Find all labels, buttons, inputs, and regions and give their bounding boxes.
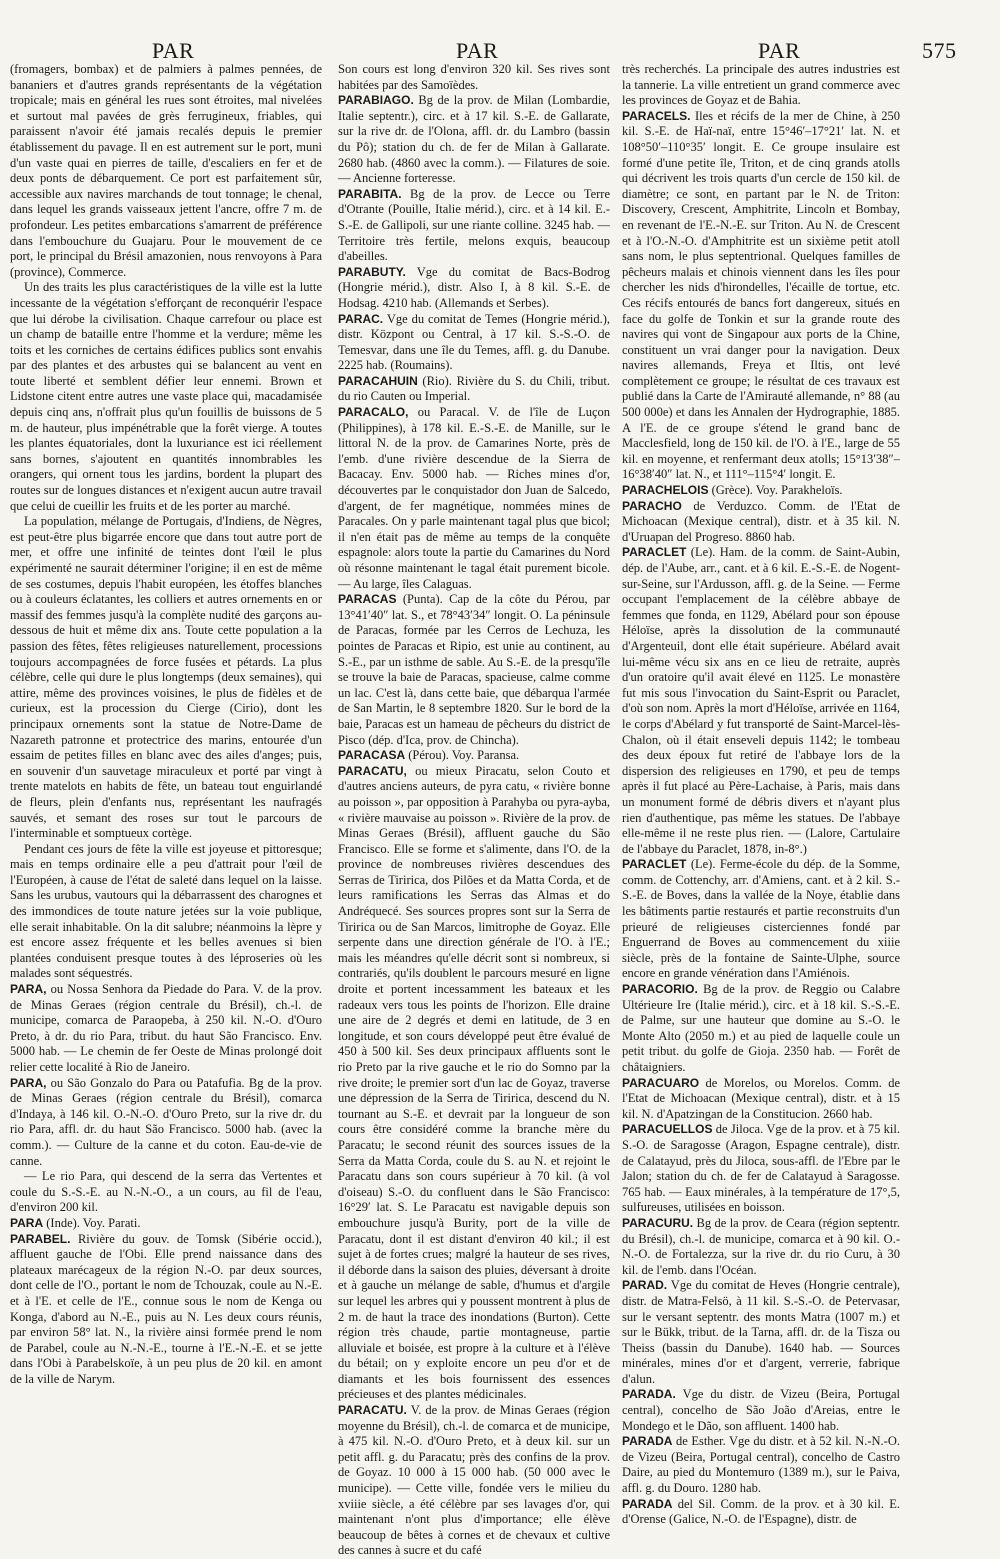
entry-headword: PARAD.	[622, 1278, 668, 1293]
running-head-right: PAR	[758, 38, 801, 63]
text-paragraph	[622, 62, 900, 109]
entry-headword: PARACATU.	[338, 1403, 407, 1418]
dictionary-entry	[622, 982, 900, 1076]
entry-text: de Morelos, ou Morelos. Comm. de l'Etat de Michoacan (Mexique central), distr. et à 15 kil. N. d'Apatzingan de la Constitucion. 2660 hab.	[622, 1075, 900, 1121]
entry-text: de Verduzco. Comm. de l'Etat de Michoacan (Mexique central), distr. et à 35 kil. N. d'Uruapan del Progreso. 8860 hab.	[622, 498, 900, 544]
entry-headword: PARAC.	[338, 311, 384, 326]
entry-headword: PARACUARO	[622, 1075, 700, 1090]
text-column-2	[338, 62, 610, 1558]
entry-text: (Punta). Cap de la côte du Pérou, par 13°41′40″ lat. S., et 78°43′34″ longit. O. La péninsule de Paracas, formée par les Cerros de Lechuza, les pointes de Paracas et Ripio, est unie au continent, au S.-E., par un isthme de sable. Au S.-E. de la presqu'île se trouve la baie de Paracas, spacieuse, calme comme un lac. C'est là, dans cette baie, que débarqua l'armée de San Martin, le 8 septembre 1820. Sur le bord de la baie, Paracas est un hameau de pêcheurs du district de Pisco (dép. d'Ica, prov. de Chincha).	[338, 592, 610, 747]
entry-headword: PARADA	[622, 1434, 673, 1449]
dictionary-entry	[622, 1387, 900, 1434]
text-paragraph	[10, 280, 322, 514]
entry-headword: PARACHO	[622, 498, 682, 513]
entry-headword: PARADA	[622, 1496, 673, 1511]
text-column-3	[622, 62, 900, 1527]
entry-text: Iles et récifs de la mer de Chine, à 250 kil. S.-E. de Haï-naï, entre 15°46′–17°21′ lat. N. et 108°50′–110°35′ longit. E. Ce groupe insulaire est formé d'une petite île, Triton, et de cinq grands atolls qui décrivent les trois quarts d'un cercle de 150 kil. de diamètre; ce sont, en partant par le N. de Triton: Discovery, Crescent, Amphitrite, Lincoln et Bombay, en revenant de l'E.-N.-E. sur Triton. Au N. de Crescent et à l'O.-N.-O. d'Amphitrite est un sixième petit atoll sans nom, le plus septentrional. Quelques familles de pêcheurs malais et chinois viennent dans les îles pour chercher les nids d'hirondelles, l'écaille de tortue, etc. Ces récifs entourés de bancs fort dangereux, situés en face du golfe de Tonkin et sur la grande route des navires qui vont de Singapour aux ports de la Chine, constituent un vrai danger pour la navigation. Deux navires allemands, Freya et Iltis, ont levé complètement ce groupe; le résultat de ces travaux est publié dans la Carte de l'Amirauté allemande, n° 88 (au 500 000e) et dans les Annalen der Hydrographie, 1885. A l'E. de ce groupe s'étend le grand banc de Macclesfield, long de 150 kil. de l'O. à l'E., large de 55 kil. en moyenne, et renfermant deux atolls; 15°13′38″–16°38′40″ lat. N., et 111°–115°4′ longit. E.	[622, 108, 900, 482]
entry-headword: PARACLET	[622, 857, 687, 872]
entry-text: (Le). Ferme-école du dép. de la Somme, comm. de Cottenchy, arr. d'Amiens, cant. et à 2 kil. S.-S.-E. de Boves, dans la vallée de la Noye, établie dans les bâtiments partie restaurés et partie reconstruits d'un prieuré de religieuses cisterciennes fondé par Enguerrand de Boves au commencement du xiiie siècle, près de la fontaine de Sainte-Ulphe, source encore en grande vénération dans l'Amiénois.	[622, 857, 900, 981]
text-paragraph	[10, 842, 322, 982]
entry-headword: PARA	[10, 1215, 44, 1230]
entry-text: Vge du comitat de Bacs-Bodrog (Hongrie mérid.), distr. Also I, à 8 kil. S.-E. de Hodsag. 4210 hab. (Allemands et Serbes).	[338, 264, 610, 310]
text-paragraph	[10, 62, 322, 280]
entry-text: del Sil. Comm. de la prov. et à 30 kil. E. d'Orense (Galice, N.-O. de l'Espagne), distr. de	[622, 1496, 900, 1527]
dictionary-entry	[622, 1278, 900, 1387]
entry-headword: PARACALO,	[338, 405, 409, 420]
entry-headword: PARA,	[10, 982, 47, 997]
entry-headword: PARABITA.	[338, 186, 402, 201]
dictionary-entry	[622, 1497, 900, 1528]
entry-headword: PARACLET	[622, 545, 687, 560]
text-paragraph	[10, 514, 322, 841]
entry-text: (fromagers, bombax) et de palmiers à palmes pennées, de bananiers et d'autres grands représentants de la végétation tropicale; mais en général les rues sont étroites, mal nivelées et surtout mal pavées de grès ferrugineux, friables, qui paraissent n'avoir été jamais recalés depuis le premier établissement du pavage. Il en est autrement sur le port, muni d'un vaste quai en pierres de taille, d'escaliers en fer et de deux ponts de débarquement. Ce port est parfaitement sûr, accessible aux navires marchands de tout tonnage; le chenal, dans lequel les grands vaisseaux jettent l'ancre, offre 7 m. de profondeur. Les petites embarcations s'amarrent de préférence dans l'embouchure du Guajaru. Pour le mouvement de ce port, le principal du Brésil amazonien, nous renvoyons à Para (province), Commerce.	[10, 62, 322, 279]
entry-text: Bg de la prov. de Milan (Lombardie, Italie septentr.), circ. et à 17 kil. S.-E. de Gallarate, sur la rive dr. de l'Olona, affl. dr. du Lambro (bassin du Pô); station du ch. de fer de Milan à Gallarate. 2680 hab. (4860 avec la comm.). — Filatures de soie. — Ancienne forteresse.	[338, 93, 610, 186]
entry-text: de Jiloca. Vge de la prov. et à 75 kil. S.-O. de Saragosse (Aragon, Espagne centrale), distr. de Calatayud, près du Jiloca, sous-affl. de l'Ebre par le Jalon; station du ch. de fer de Calatayud à Saragosse. 765 hab. — Eaux minérales, à la température de 17°,5, sulfureuses, utilisées en boisson.	[622, 1122, 900, 1215]
entry-text: Son cours est long d'environ 320 kil. Ses rives sont habitées par des Samoïèdes.	[338, 62, 610, 92]
entry-text: (Pérou). Voy. Paransa.	[405, 748, 520, 763]
entry-text: Vge du distr. de Vizeu (Beira, Portugal central), concelho de São João d'Areias, entre le Mondego et le Dão, son affluent. 1400 hab.	[622, 1387, 900, 1433]
dictionary-entry	[338, 764, 610, 1403]
entry-headword: PARACUELLOS	[622, 1122, 713, 1137]
entry-headword: PARABIAGO.	[338, 93, 414, 108]
dictionary-entry	[338, 748, 610, 764]
entry-text: Vge du comitat de Temes (Hongrie mérid.), distr. Központ ou Central, à 17 kil. S.-S.-O. de Temesvar, dans une île du Temes, affl. g. du Danube. 2225 hab. (Roumains).	[338, 311, 610, 373]
entry-text: (Grèce). Voy. Parakheloïs.	[708, 483, 843, 498]
entry-text: V. de la prov. de Minas Geraes (région moyenne du Brésil), ch.-l. de comarca et de municipe, à 475 kil. N.-O. d'Ouro Preto, et à deux kil. sur un petit affl. g. du Paracatu; près des confins de la prov. de Goyaz. 10 000 à 15 000 hab. (50 000 avec le municipe). — Cette ville, fondée vers le milieu du xviiie siècle, a été célèbre par ses lavages d'or, qui maintenant n'ont plus d'importance; elle élève beaucoup de bêtes à cornes et de chevaux et cultive des cannes à sucre et du café	[338, 1403, 610, 1558]
running-head-center: PAR	[456, 38, 499, 63]
entry-headword: PARADA.	[622, 1387, 676, 1402]
dictionary-entry	[10, 1232, 322, 1388]
dictionary-entry	[338, 312, 610, 374]
page-number: 575	[922, 38, 957, 63]
dictionary-entry	[338, 187, 610, 265]
dictionary-entry	[338, 93, 610, 187]
dictionary-entry	[338, 374, 610, 405]
entry-text: Rivière du gouv. de Tomsk (Sibérie occid.), affluent gauche de l'Obi. Elle prend naissance dans des plateaux marécageux de la région N.-O. par deux sources, dont celle de l'O., portant le nom de Tchouzak, coule au N.-E. et à l'E. et celle de l'E., connue sous le nom de Kenga ou Konga, d'abord au N.-E., puis au N. Les deux cours réunis, par environ 58° lat. N., la rivière ainsi formée prend le nom de Parabel, coule au N.-N.-E., tourne à l'E.-N.-E. et se jette dans l'Obi à Parabelskoïe, à un peu plus de 20 kil. en amont de la ville de Narym.	[10, 1231, 322, 1386]
entry-headword: PARABUTY.	[338, 264, 406, 279]
entry-headword: PARA,	[10, 1075, 47, 1090]
entry-text: (Le). Ham. de la comm. de Saint-Aubin, dép. de l'Aube, arr., cant. et à 6 kil. E.-S.-E. de Nogent-sur-Seine, sur l'Ardusson, affl. g. de la Seine. — Ferme occupant l'emplacement de la célèbre abbaye de femmes que fonda, en 1129, Abélard pour son épouse Héloïse, après la dissolution de la communauté d'Argenteuil, dont elle était supérieure. Abélard avait lui-même vécu six ans en ce lieu de retraite, auprès d'un oratoire qu'il avait élevé en 1125. Le monastère fut mis sous l'invocation du Saint-Esprit ou Paraclet, d'où son nom. Après la mort d'Héloïse, arrivée en 1164, le corps d'Abélard y fut transporté de Saint-Marcel-lès-Chalon, où il était enseveli depuis 1142; le tombeau des deux époux fut retiré de l'abbaye lors de la dispersion des religieuses en 1790, et peu de temps après il fut placé au Père-Lachaise, à Paris, mais dans un monument formé de débris divers et n'ayant plus rien d'authentique, pas même les statues. De l'abbaye elle-même il ne reste plus rien. — (Lalore, Cartulaire de l'abbaye du Paraclet, 1878, in-8°.)	[622, 545, 900, 856]
entry-text: (Inde). Voy. Parati.	[43, 1215, 141, 1230]
dictionary-entry	[622, 1434, 900, 1496]
entry-text: Bg de la prov. de Lecce ou Terre d'Otrante (Pouille, Italie mérid.), circ. et à 14 kil. E.-S.-E. de Gallipoli, sur une riante colline. 3245 hab. — Territoire très fertile, melons exquis, beaucoup d'abeilles.	[338, 186, 610, 264]
entry-text: — Le rio Para, qui descend de la serra das Vertentes et coule du S.-S.-E. au N.-N.-O., a un cours, au fil de l'eau, d'environ 200 kil.	[10, 1169, 322, 1215]
entry-headword: PARACURU.	[622, 1215, 694, 1230]
entry-headword: PARACATU,	[338, 763, 407, 778]
dictionary-entry	[10, 1076, 322, 1170]
entry-headword: PARACASA	[338, 748, 406, 763]
dictionary-entry	[622, 109, 900, 483]
entry-text: La population, mélange de Portugais, d'Indiens, de Nègres, est peut-être plus bigarrée encore que dans tout autre port de mer, et offre une infinité de teintes dont l'œil le plus expérimenté ne saurait déterminer l'origine; il en est de même de ses costumes, depuis l'habit européen, les étoffes blanches ou à couleurs éclatantes, les colliers et autres ornements en or massif des femmes jusqu'à la complète nudité des garçons au-dessous de huit et même dix ans. Toute cette population a la passion des fêtes, fêtes religieuses naturellement, processions toujours accompagnées de force fusées et pétards. La plus célèbre, celle qui dure le plus longtemps (deux semaines), qui attire, même des provinces voisines, le plus de fidèles et de curieux, est la procession du Cierge (Cirio), dont les principaux ornements sont la statue de Notre-Dame de Nazareth patronne et protectrice des marins, entourée d'un essaim de petites filles en blanc avec des ailes d'anges; puis, en souvenir d'un sauvetage miraculeux et porté par vingt à trente matelots en habits de fête, un bateau tout enguirlandé de fleurs, plein d'enfants nus, représentant les naufragés sauvés, et semant des roses sur tout le parcours de l'interminable et somptueux cortège.	[10, 514, 322, 841]
dictionary-entry	[338, 1403, 610, 1559]
entry-headword: PARABEL.	[10, 1231, 71, 1246]
entry-text: Bg de la prov. de Reggio ou Calabre Ultérieure Ire (Italie mérid.), circ. et à 18 kil. S.-S.-E. de Palme, sur une hauteur que domine au S.-O. le Monte Alto (2050 m.) et au pied de laquelle coule un petit tribut. du golfe de Gioja. 2350 hab. — Forêt de châtaigniers.	[622, 982, 900, 1074]
entry-text: de Esther. Vge du distr. et à 52 kil. N.-N.-O. de Vizeu (Beira, Portugal central), concelho de Castro Daire, au pied du Montemuro (1389 m.), sur le Paiva, affl. g. du Douro. 1280 hab.	[622, 1434, 900, 1496]
dictionary-entry	[10, 982, 322, 1076]
dictionary-entry	[338, 265, 610, 312]
dictionary-entry	[622, 499, 900, 546]
entry-text: Bg de la prov. de Ceara (région septentr. du Brésil), ch.-l. de municipe, comarca et à 90 kil. O.-N.-O. de Fortalezza, sur la rive dr. du rio Curu, à 30 kil. de l'emb. dans l'Océan.	[622, 1215, 900, 1277]
entry-text: ou Paracal. V. de l'île de Luçon (Philippines), à 178 kil. E.-S.-E. de Manille, sur le littoral N. de la prov. de Camarines Norte, près de l'emb. d'une rivière descendue de la Sierra de Bacacay. Env. 5000 hab. — Riches mines d'or, découvertes par le conquistador don Juan de Salcedo, d'argent, de fer magnétique, nommées mines de Paracales. On y parle maintenant tagal plus que bicol; il n'en était pas de même au temps de la conquête espagnole: alors toute la partie du Camarines du Nord où résonne maintenant le tagal était purement bicole. — Au large, îles Calaguas.	[338, 405, 610, 591]
running-head-left: PAR	[152, 38, 195, 63]
dictionary-entry	[338, 405, 610, 592]
entry-text: (Rio). Rivière du S. du Chili, tribut. du rio Cauten ou Imperial.	[338, 373, 610, 404]
text-paragraph	[338, 62, 610, 93]
entry-text: ou São Gonzalo do Para ou Patafufia. Bg de la prov. de Minas Geraes (région centrale du Brésil), comarca d'Indaya, à 146 kil. O.-N.-O. d'Ouro Preto, sur la rive dr. du rio Para, affl. dr. du haut São Francisco. 5000 hab. (avec la comm.). — Culture de la canne et du coton. Eau-de-vie de canne.	[10, 1075, 322, 1168]
entry-headword: PARACAS	[338, 592, 397, 607]
entry-headword: PARACELS.	[622, 108, 691, 123]
entry-text: Un des traits les plus caractéristiques de la ville est la lutte incessante de la végétation s'efforçant de reconquérir l'espace que lui dérobe la civilisation. Chaque carrefour ou place est un champ de bataille entre l'homme et la verdure; même les toits et les corniches de certains édifices publics sont envahis par des plantes et des arbustes qui se balancent au vent en toute liberté et semblent défier leur ennemi. Brown et Lidstone citent entre autres une vaste place qui, macadamisée depuis cinq ans, n'offrait plus qu'un fouillis de buissons de 5 m. de hauteur, plus impénétrable que la forêt vierge. A toutes les plantes équatoriales, dont la luxuriance est ici réellement sans bornes, s'ajoutent en quantités innombrables les orangers, qui ornent tous les jardins, bordent la plupart des routes sur de longues distances et n'exigent aucun autre travail que celui de cueillir les fruits et de les porter au marché.	[10, 280, 322, 513]
text-paragraph	[10, 1169, 322, 1216]
dictionary-entry	[622, 1122, 900, 1216]
dictionary-entry	[622, 545, 900, 857]
dictionary-entry	[622, 857, 900, 982]
dictionary-entry	[338, 592, 610, 748]
dictionary-entry	[10, 1216, 322, 1232]
entry-headword: PARACHELOIS	[622, 483, 709, 498]
dictionary-entry	[622, 1216, 900, 1278]
entry-text: Vge du comitat de Heves (Hongrie centrale), distr. de Matra-Felsö, à 11 kil. S.-S.-O. de Petervasar, sur le versant septentr. des monts Matra (1007 m.) et sur le Bükk, tribut. de la Tarna, affl. dr. de la Tisza ou Theiss (bassin du Danube). 1640 hab. — Sources minérales, mines d'or et d'argent, verrerie, fabrique d'alun.	[622, 1278, 900, 1386]
entry-text: très recherchés. La principale des autres industries est la tannerie. La ville entretient un grand commerce avec les provinces de Goyaz et de Bahia.	[622, 62, 900, 108]
dictionary-entry	[622, 1076, 900, 1123]
entry-text: ou Nossa Senhora da Piedade do Para. V. de la prov. de Minas Geraes (région centrale du Brésil), ch.-l. de municipe, comarca de Paraopeba, à 250 kil. N.-O. d'Ouro Preto, à dr. du rio Para, tribut. du haut São Francisco. Env. 5000 hab. — Le chemin de fer Oeste de Minas prolongé doit relier cette localité à Rio de Janeiro.	[10, 982, 322, 1074]
entry-text: Pendant ces jours de fête la ville est joyeuse et pittoresque; mais en temps ordinaire elle a peu d'attrait pour l'œil de l'Européen, à cause de l'état de saleté dans lequel on la laisse. Sans les urubus, vautours qui la débarrassent des charognes et des immondices de toute nature jetées sur la voie publique, elle serait inhabitable. On la dit salubre; néanmoins la lèpre y est encore assez fréquente et les belles avenues si bien plantées conduisent presque toutes à des léproseries où les malades sont séquestrés.	[10, 841, 322, 981]
entry-headword: PARACAHUIN	[338, 373, 418, 388]
entry-text: ou mieux Piracatu, selon Couto et d'autres anciens auteurs, de pyra catu, « rivière bonne au poisson », par opposition à Parahyba ou pyra-ayba, « rivière mauvaise au poisson ». Rivière de la prov. de Minas Geraes (Brésil), affluent gauche du São Francisco. Elle se forme et s'alimente, dans l'O. de la province de nombreuses rivières descendues des Serras de Tiririca, dos Pilões et da Matta Corda, et de leurs ramifications les Serras das Almas et do Andréquecé. Ses sources propres sont sur la Serra de Tiririca ou de San Marcos, limitrophe de Goyaz. Elle serpente dans une direction générale de l'O. à l'E.; mais les méandres qu'elle décrit sont si nombreux, si contrariés, qu'ils doublent le parcours mesuré en ligne droite et portent incessamment les bateaux et les radeaux vers tous les points de l'horizon. Elle draine une aire de 2 degrés et demi en latitude, de 3 en longitude, et son cours développé peut être évalué de 450 à 500 kil. Ses deux principaux affluents sont le rio Preto par la rive gauche et le rio do Somno par la rive droite; le premier sort d'un lac de Goyaz, traverse une dépression de la Serra de Tiririca, descend du N. tournant au S.-E. et devrait par la longueur de son cours être considéré comme la branche mère du Paracatu; le second réunit des sources issues de la Serra da Matta Corda, coule du S. au N. et rejoint le Paracatu dans son cours supérieur à 70 kil. (à vol d'oiseau) S.-O. du confluent dans le São Francisco: 16°29′ lat. S. Le Paracatu est navigable depuis son embouchure jusqu'à Burity, port de la ville de Paracatu, dont il est distant d'environ 40 kil.; il est sujet à de fortes crues; malgré la hauteur de ses rives, il déborde dans la saison des pluies, déversant à droite et à gauche un mélange de sable, d'humus et d'argile sur lequel les arbres qui y poussent montrent à plus de 2 m. de haut la trace des inondations (Burton). Cette région très chaude, partie montagneuse, partie alluviale et boisée, est propre à la culture et à l'élève du bétail; on y exploite encore un peu d'or et de diamants et les bois fournissent des essences précieuses et des plantes médicinales.	[338, 763, 610, 1402]
text-column-1	[10, 62, 322, 1386]
entry-headword: PARACORIO.	[622, 982, 698, 997]
dictionary-entry	[622, 483, 900, 499]
